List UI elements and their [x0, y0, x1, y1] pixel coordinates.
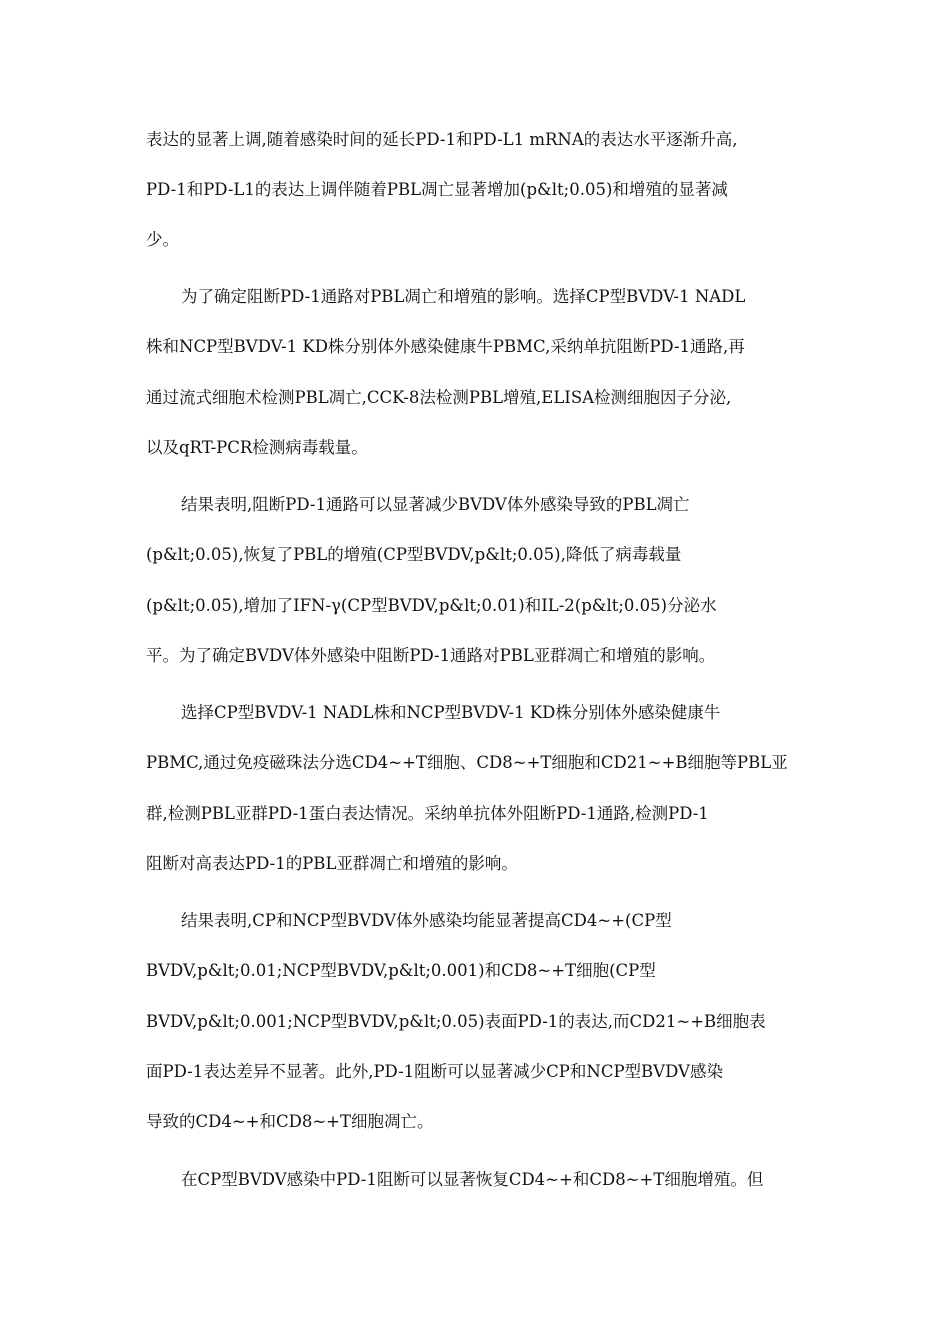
text-line: 结果表明,阻断PD-1通路可以显著减少BVDV体外感染导致的PBL凋亡 — [181, 495, 690, 514]
text-line: BVDV,p&lt;0.001;NCP型BVDV,p&lt;0.05)表面PD-1的表达,而CD21~+B细胞表 — [146, 1012, 766, 1031]
text-line: 群,检测PBL亚群PD-1蛋白表达情况。采纳单抗体外阻断PD-1通路,检测PD-1 — [146, 804, 709, 823]
text-line: 选择CP型BVDV-1 NADL株和NCP型BVDV-1 KD株分别体外感染健康牛 — [181, 703, 721, 722]
text-line: (p&lt;0.05),增加了IFN-γ(CP型BVDV,p&lt;0.01)和IL-2(p&lt;0.05)分泌水 — [146, 596, 717, 615]
text-line: PD-1和PD-L1的表达上调伴随着PBL凋亡显著增加(p&lt;0.05)和增殖的显著减 — [146, 180, 728, 199]
text-line: 在CP型BVDV感染中PD-1阻断可以显著恢复CD4~+和CD8~+T细胞增殖。但 — [181, 1170, 764, 1189]
text-line: PBMC,通过免疫磁珠法分选CD4~+T细胞、CD8~+T细胞和CD21~+B细胞等PBL亚 — [146, 753, 788, 772]
text-line: 通过流式细胞术检测PBL凋亡,CCK-8法检测PBL增殖,ELISA检测细胞因子分泌, — [146, 388, 732, 407]
text-line: 平。为了确定BVDV体外感染中阻断PD-1通路对PBL亚群凋亡和增殖的影响。 — [146, 646, 716, 665]
text-line: 株和NCP型BVDV-1 KD株分别体外感染健康牛PBMC,采纳单抗阻断PD-1通路,再 — [146, 337, 745, 356]
text-line: 以及qRT-PCR检测病毒载量。 — [146, 438, 368, 457]
text-line: 导致的CD4~+和CD8~+T细胞凋亡。 — [146, 1112, 434, 1131]
text-line: 面PD-1表达差异不显著。此外,PD-1阻断可以显著减少CP和NCP型BVDV感染 — [146, 1062, 723, 1081]
text-line: 阻断对高表达PD-1的PBL亚群凋亡和增殖的影响。 — [146, 854, 518, 873]
text-line: 为了确定阻断PD-1通路对PBL凋亡和增殖的影响。选择CP型BVDV-1 NADL — [181, 287, 746, 306]
text-line: 结果表明,CP和NCP型BVDV体外感染均能显著提高CD4~+(CP型 — [181, 911, 672, 930]
text-line: 表达的显著上调,随着感染时间的延长PD-1和PD-L1 mRNA的表达水平逐渐升高, — [146, 130, 738, 149]
text-line: BVDV,p&lt;0.01;NCP型BVDV,p&lt;0.001)和CD8~+T细胞(CP型 — [146, 961, 656, 980]
text-line: (p&lt;0.05),恢复了PBL的增殖(CP型BVDV,p&lt;0.05),降低了病毒载量 — [146, 545, 682, 564]
text-line: 少。 — [146, 230, 179, 249]
